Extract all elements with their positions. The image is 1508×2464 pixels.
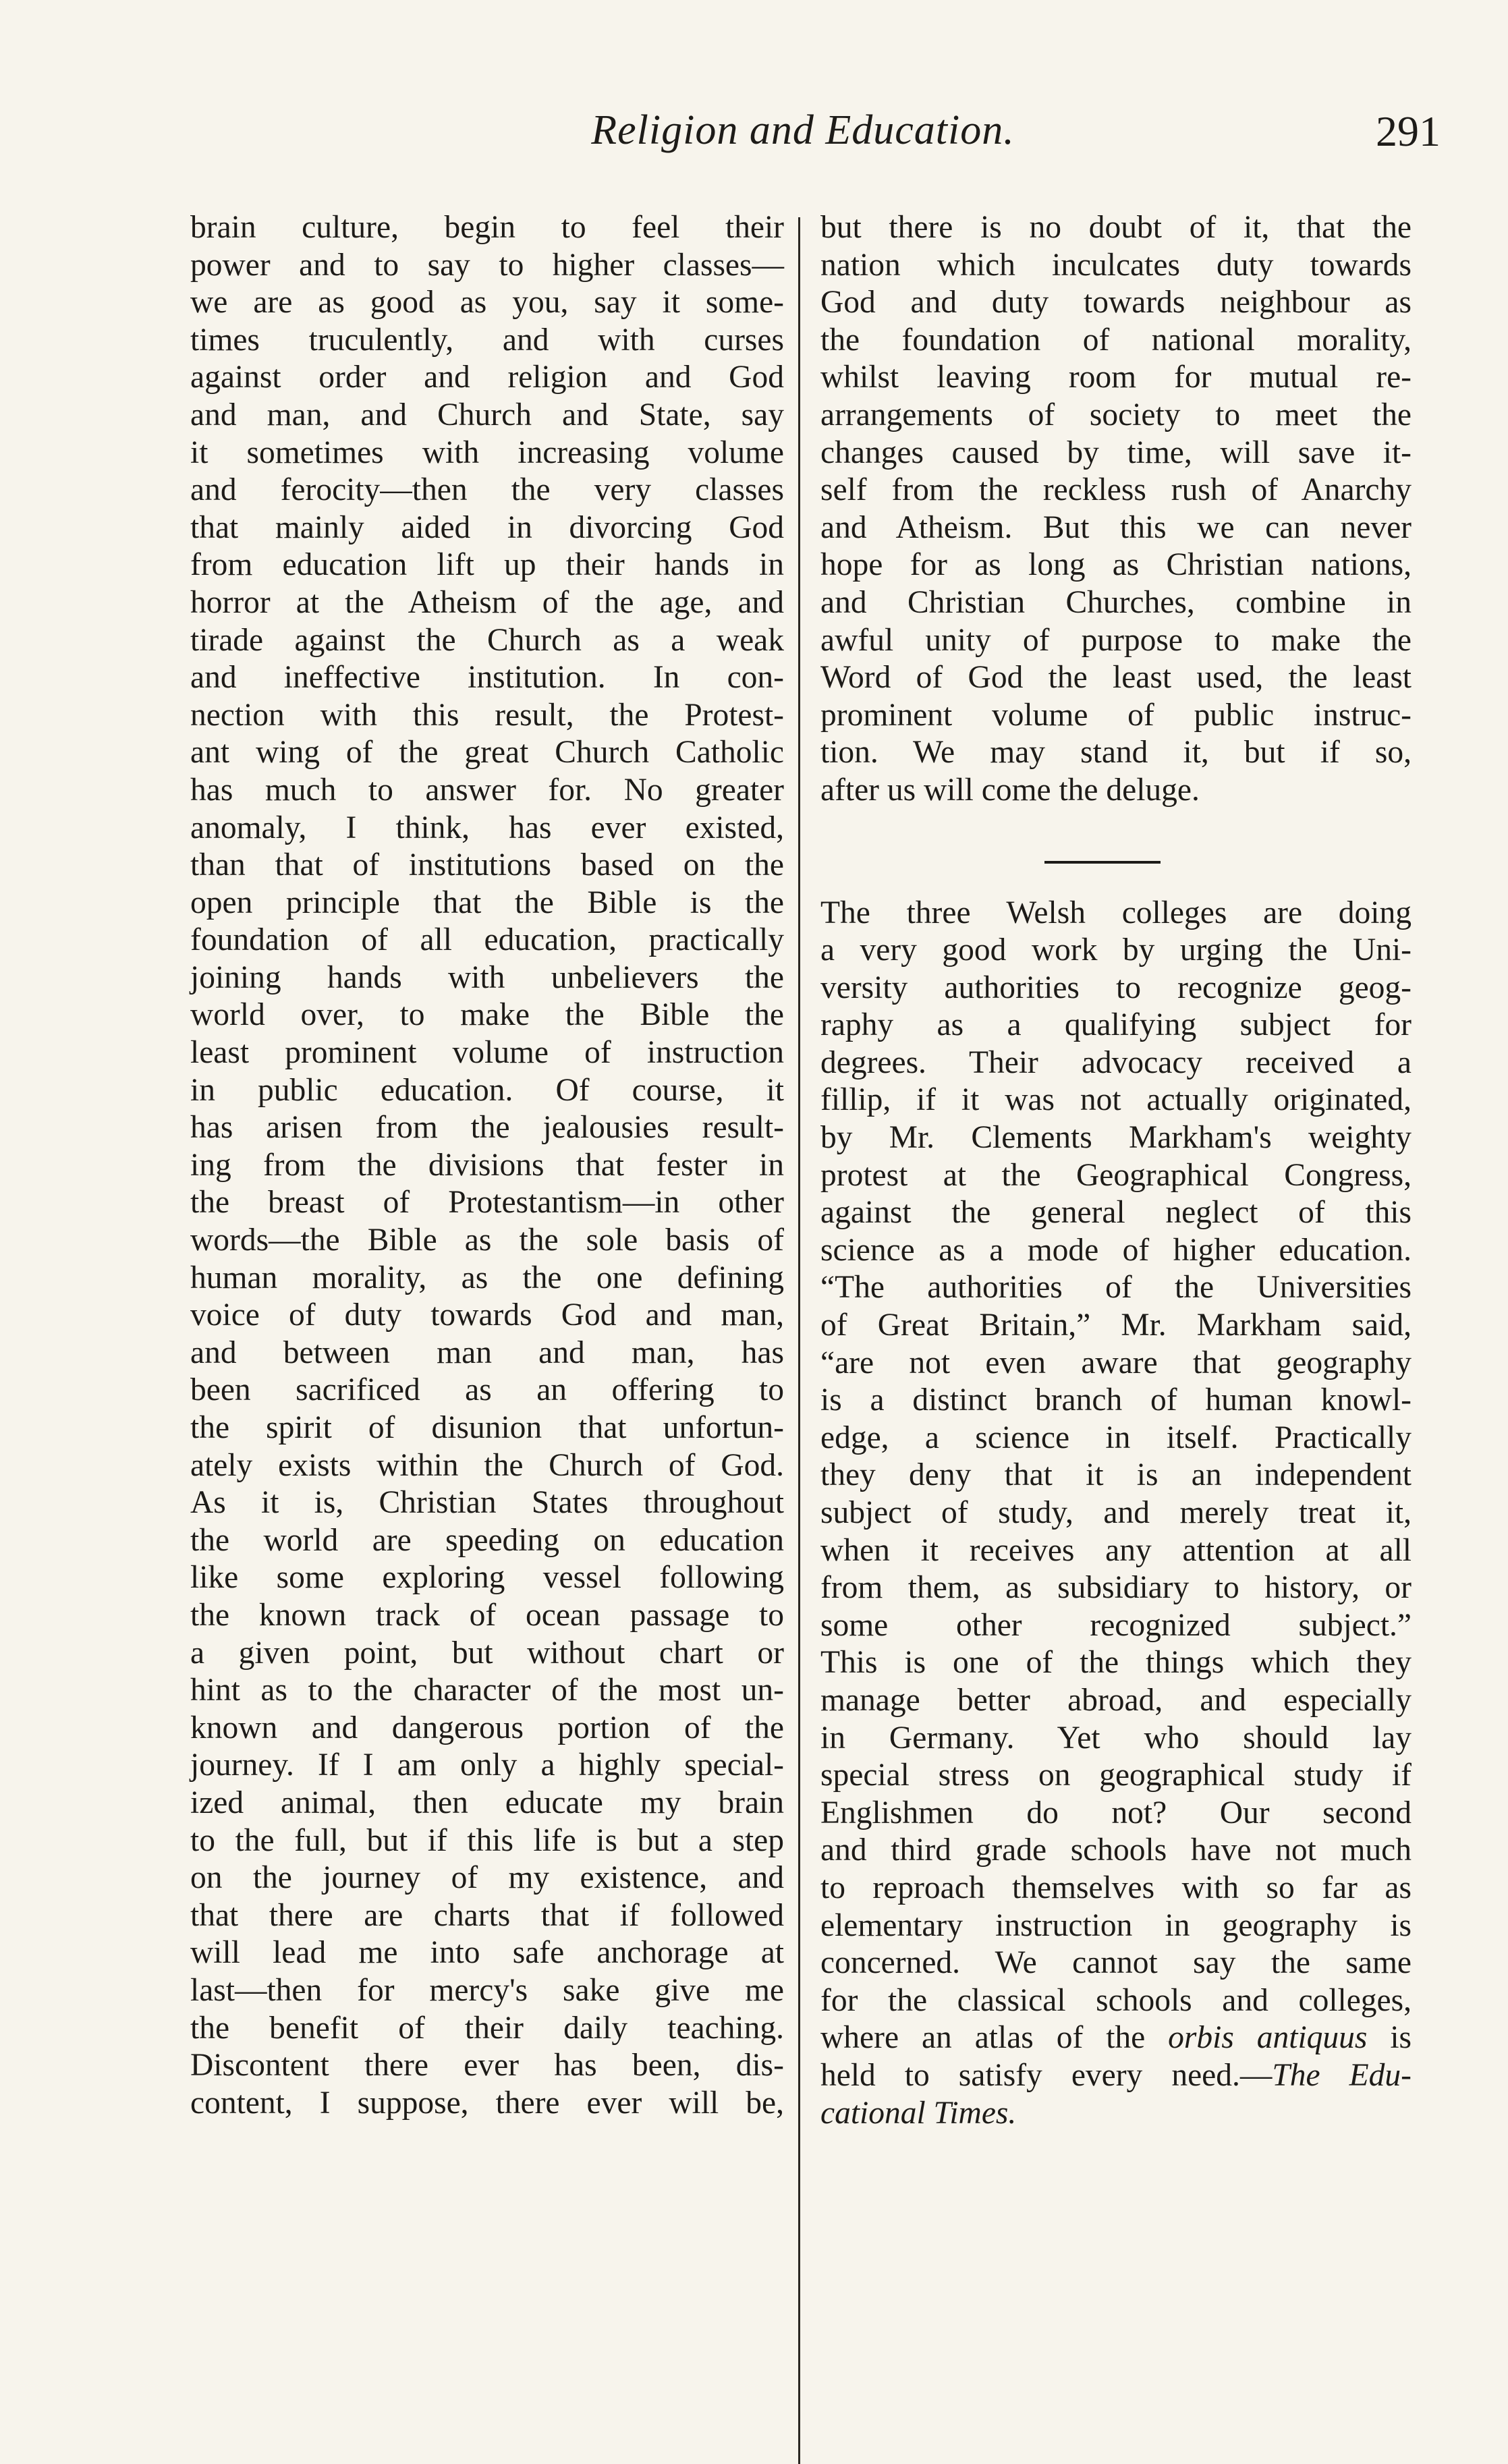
text-line: for the classical schools and colleges, [820, 1982, 1412, 2018]
text-line: Word of God the least used, the least [820, 660, 1412, 696]
text-line: and ferocity—then the very classes [190, 472, 784, 508]
text-line: voice of duty towards God and man, [190, 1297, 784, 1333]
text-line: fillip, if it was not actually originated, [820, 1082, 1412, 1118]
text-line: has much to answer for. No greater [190, 772, 784, 808]
text-line: held to satisfy every need.—The Edu- [820, 2057, 1412, 2093]
text-line: edge, a science in itself. Practically [820, 1420, 1412, 1455]
text-line: anomaly, I think, has ever existed, [190, 810, 784, 845]
text-line: and man, and Church and State, say [190, 397, 784, 432]
text-line: that mainly aided in divorcing God [190, 509, 784, 545]
text-line: words—the Bible as the sole basis of [190, 1223, 784, 1258]
text-line: after us will come the deluge. [820, 772, 1200, 808]
text-line: whilst leaving room for mutual re- [820, 360, 1412, 395]
text-line: nation which inculcates duty towards [820, 247, 1412, 283]
text-line: against the general neglect of this [820, 1195, 1412, 1231]
text-line: world over, to make the Bible the [190, 997, 784, 1033]
text-line: has arisen from the jealousies result- [190, 1110, 784, 1146]
text-line: they deny that it is an independent [820, 1457, 1412, 1493]
text-line: protest at the Geographical Congress, [820, 1157, 1412, 1193]
text-line: from them, as subsidiary to history, or [820, 1570, 1412, 1606]
text-line: than that of institutions based on the [190, 847, 784, 883]
text-line: “are not even aware that geography [820, 1345, 1412, 1380]
text-line: a very good work by urging the Uni- [820, 932, 1412, 968]
text-line: This is one of the things which they [820, 1645, 1412, 1681]
text-line: changes caused by time, will save it- [820, 435, 1412, 470]
text-line: content, I suppose, there ever will be, [190, 2085, 784, 2121]
text-line: journey. If I am only a highly special- [190, 1747, 784, 1783]
text-line: horror at the Atheism of the age, and [190, 584, 784, 620]
right-column [820, 209, 1412, 2132]
text-line: arrangements of society to meet the [820, 397, 1412, 432]
text-line: the breast of Protestantism—in other [190, 1185, 784, 1221]
text-line: brain culture, begin to feel their [190, 210, 784, 245]
text-line: the spirit of disunion that unfortun- [190, 1410, 784, 1445]
text-line: subject of study, and merely treat it, [820, 1495, 1412, 1530]
text-line: on the journey of my existence, and [190, 1860, 784, 1896]
text-line: last—then for mercy's sake give me [190, 1972, 784, 2008]
section-divider [1044, 861, 1161, 864]
running-title: Religion and Education. [591, 107, 1015, 153]
text-line: to the full, but if this life is but a step [190, 1822, 784, 1858]
text-line: nection with this result, the Protest- [190, 697, 784, 733]
text-line: of Great Britain,” Mr. Markham said, [820, 1308, 1412, 1343]
paragraph-welsh-colleges [820, 895, 1412, 2020]
text-line: foundation of all education, practically [190, 922, 784, 958]
text-line: special stress on geographical study if [820, 1758, 1412, 1793]
text-line: Englishmen do not? Our second [820, 1795, 1412, 1830]
text-line: where an atlas of the orbis antiquus is [820, 2020, 1412, 2056]
text-line: the benefit of their daily teaching. [190, 2010, 784, 2046]
text-line: it sometimes with increasing volume [190, 435, 784, 470]
text-line: concerned. We cannot say the same [820, 1945, 1412, 1981]
text-line: known and dangerous portion of the [190, 1710, 784, 1745]
text-line: in public education. Of course, it [190, 1072, 784, 1108]
text-line: by Mr. Clements Markham's weighty [820, 1120, 1412, 1156]
text-line: that there are charts that if followed [190, 1897, 784, 1933]
text-line: ing from the divisions that fester in [190, 1147, 784, 1183]
running-head [0, 0, 1508, 202]
text-line: versity authorities to recognize geog- [820, 970, 1412, 1005]
text-line: The three Welsh colleges are doing [820, 895, 1412, 930]
column-rule [798, 217, 800, 2464]
paragraph-conclusion [820, 209, 1412, 810]
text-line: some other recognized subject.” [820, 1607, 1412, 1643]
text-line: and Christian Churches, combine in [820, 584, 1412, 620]
text-line: joining hands with unbelievers the [190, 959, 784, 995]
text-line: been sacrificed as an offering to [190, 1372, 784, 1408]
text-line: like some exploring vessel following [190, 1560, 784, 1596]
text-line: open principle that the Bible is the [190, 885, 784, 920]
text-line: against order and religion and God [190, 360, 784, 395]
text-line: will lead me into safe anchorage at [190, 1935, 784, 1971]
text-line: the world are speeding on education [190, 1522, 784, 1558]
text-line: ant wing of the great Church Catholic [190, 735, 784, 771]
left-column [190, 209, 784, 2122]
text-line: hope for as long as Christian nations, [820, 547, 1412, 583]
text-line: we are as good as you, say it some- [190, 285, 784, 320]
text-line: prominent volume of public instruc- [820, 697, 1412, 733]
text-line: the foundation of national morality, [820, 322, 1412, 358]
text-line: power and to say to higher classes— [190, 247, 784, 283]
text-line: times truculently, and with curses [190, 322, 784, 358]
text-line: from education lift up their hands in [190, 547, 784, 583]
text-line: tion. We may stand it, but if so, [820, 735, 1412, 771]
text-line: and between man and man, has [190, 1335, 784, 1370]
text-line: self from the reckless rush of Anarchy [820, 472, 1412, 508]
text-line: least prominent volume of instruction [190, 1035, 784, 1071]
text-line: science as a mode of higher education. [820, 1232, 1412, 1268]
text-line: cational Times. [820, 2095, 1017, 2131]
text-line: God and duty towards neighbour as [820, 285, 1412, 320]
text-line: degrees. Their advocacy received a [820, 1044, 1412, 1080]
text-line: Discontent there ever has been, dis- [190, 2048, 784, 2083]
text-line: a given point, but without chart or [190, 1635, 784, 1671]
text-line: and third grade schools have not much [820, 1832, 1412, 1868]
text-line: human morality, as the one defining [190, 1260, 784, 1295]
section-gap [820, 810, 1412, 895]
text-line: manage better abroad, and especially [820, 1682, 1412, 1718]
text-line: awful unity of purpose to make the [820, 622, 1412, 658]
text-line: in Germany. Yet who should lay [820, 1720, 1412, 1756]
text-line: raphy as a qualifying subject for [820, 1007, 1412, 1043]
text-line: ately exists within the Church of God. [190, 1447, 784, 1483]
text-line: the known track of ocean passage to [190, 1597, 784, 1633]
text-line: elementary instruction in geography is [820, 1907, 1412, 1943]
text-line: ized animal, then educate my brain [190, 1785, 784, 1820]
text-line: and Atheism. But this we can never [820, 509, 1412, 545]
text-line: As it is, Christian States throughout [190, 1485, 784, 1521]
text-line: is a distinct branch of human knowl- [820, 1382, 1412, 1418]
text-line: hint as to the character of the most un- [190, 1673, 784, 1708]
text-line: and ineffective institution. In con- [190, 660, 784, 696]
page-number: 291 [1376, 107, 1441, 155]
text-line: “The authorities of the Universities [820, 1270, 1412, 1306]
text-line: but there is no doubt of it, that the [820, 210, 1412, 245]
text-line: when it receives any attention at all [820, 1532, 1412, 1568]
text-line: tirade against the Church as a weak [190, 622, 784, 658]
text-line: to reproach themselves with so far as [820, 1870, 1412, 1905]
